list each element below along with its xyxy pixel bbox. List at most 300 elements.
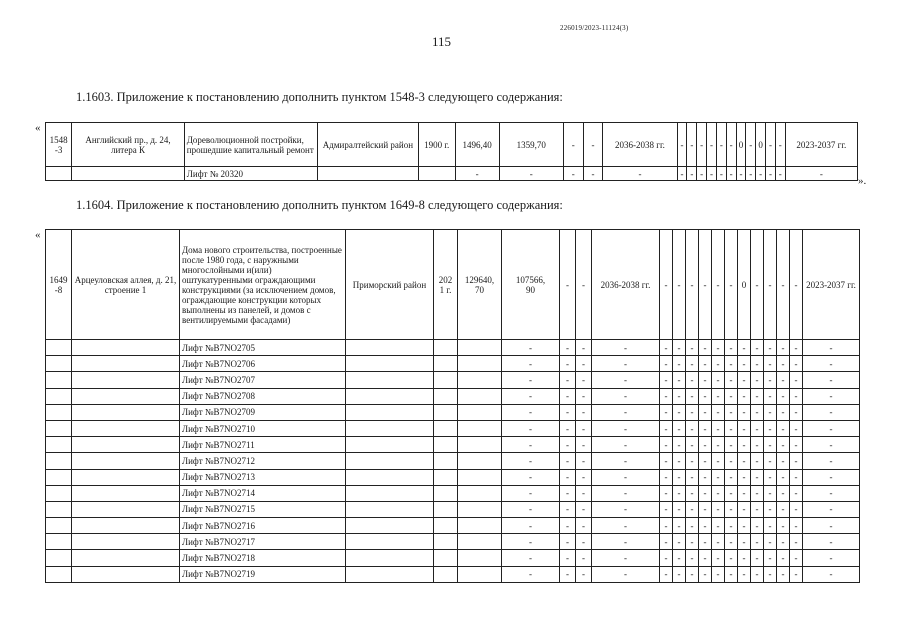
- table-cell: -: [686, 550, 699, 566]
- table-cell: [434, 340, 458, 356]
- table-cell: [46, 485, 72, 501]
- table-cell: -: [803, 485, 860, 501]
- lift-name-cell: Лифт №В7NO2717: [180, 534, 346, 550]
- table-cell: -: [560, 372, 576, 388]
- table-cell: -: [455, 167, 499, 181]
- table-cell: 0: [738, 230, 751, 340]
- table-cell: -: [725, 485, 738, 501]
- document-number: 226019/2023-11124(3): [560, 24, 629, 32]
- table-cell: -: [660, 356, 673, 372]
- table-cell: -: [803, 518, 860, 534]
- table-cell: -: [677, 123, 687, 167]
- table-cell: -: [686, 340, 699, 356]
- table-cell: -: [686, 534, 699, 550]
- table-cell: -: [592, 469, 660, 485]
- table-cell: [458, 372, 502, 388]
- table-cell: -: [764, 501, 777, 517]
- table-cell: -: [707, 167, 717, 181]
- table-cell: -: [712, 469, 725, 485]
- table-cell: [458, 534, 502, 550]
- table-cell: -: [736, 167, 746, 181]
- table-cell: [434, 420, 458, 436]
- table-cell: -: [738, 340, 751, 356]
- table-cell: [46, 566, 72, 582]
- table-cell: -: [712, 485, 725, 501]
- table-cell: -: [777, 550, 790, 566]
- table-row: [46, 388, 860, 404]
- table-cell: [72, 518, 180, 534]
- table-cell: -: [790, 372, 803, 388]
- table-cell: [72, 356, 180, 372]
- table-cell: -: [803, 372, 860, 388]
- table-cell: 202 1 г.: [434, 230, 458, 340]
- table-cell: -: [764, 534, 777, 550]
- table-cell: -: [560, 550, 576, 566]
- table-cell: 1900 г.: [418, 123, 455, 167]
- table-cell: -: [660, 518, 673, 534]
- table-cell: -: [576, 518, 592, 534]
- table-cell: -: [738, 388, 751, 404]
- table-cell: [458, 420, 502, 436]
- table-cell: -: [790, 420, 803, 436]
- table-cell: -: [699, 437, 712, 453]
- table-cell: -: [660, 453, 673, 469]
- table-cell: -: [592, 340, 660, 356]
- table-cell: -: [502, 420, 560, 436]
- table-row: [46, 230, 860, 340]
- table-cell: -: [777, 404, 790, 420]
- table-cell: [434, 566, 458, 582]
- table-cell: -: [725, 518, 738, 534]
- table-cell: -: [738, 356, 751, 372]
- table-cell: -: [803, 550, 860, 566]
- table-cell: [458, 550, 502, 566]
- table-cell: -: [738, 534, 751, 550]
- table-cell: -: [751, 404, 764, 420]
- table-cell: 0: [736, 123, 746, 167]
- table-cell: -: [660, 388, 673, 404]
- lift-name-cell: Лифт №В7NO2711: [180, 437, 346, 453]
- table-cell: -: [502, 404, 560, 420]
- table-cell: [458, 437, 502, 453]
- table-row: [46, 404, 860, 420]
- lift-name-cell: Лифт №В7NO2708: [180, 388, 346, 404]
- table-cell: -: [764, 388, 777, 404]
- table-cell: -: [725, 404, 738, 420]
- table-cell: -: [686, 437, 699, 453]
- table-cell: Дореволюционной постройки, прошедшие капитальный ремонт: [184, 123, 317, 167]
- table-cell: -: [764, 230, 777, 340]
- table-cell: [72, 550, 180, 566]
- table-cell: -: [738, 485, 751, 501]
- table-cell: -: [673, 469, 686, 485]
- table-cell: -: [777, 437, 790, 453]
- table-cell: -: [563, 167, 583, 181]
- table-cell: -: [687, 167, 697, 181]
- table-cell: -: [502, 340, 560, 356]
- table-cell: -: [502, 501, 560, 517]
- table-cell: -: [751, 437, 764, 453]
- table-cell: -: [673, 437, 686, 453]
- table-cell: 2036-2038 гг.: [592, 230, 660, 340]
- table-cell: -: [764, 566, 777, 582]
- table-cell: Дома нового строительства, построенные после 1980 года, с наружными многослойными и(или) оштукатуренными ограждающими конструкциями (за исключением домов, ограждающие конструкции которых выполнены из панелей, и домов с вентилируемыми фасадами): [180, 230, 346, 340]
- table-cell: -: [660, 340, 673, 356]
- table-cell: -: [777, 566, 790, 582]
- table-cell: -: [803, 534, 860, 550]
- table-cell: [434, 485, 458, 501]
- table-cell: [46, 372, 72, 388]
- table-row: [46, 566, 860, 582]
- table-cell: 1359,70: [499, 123, 563, 167]
- table-row: [46, 518, 860, 534]
- table-cell: -: [699, 485, 712, 501]
- table-cell: -: [502, 518, 560, 534]
- table-cell: -: [803, 566, 860, 582]
- lift-name-cell: Лифт №В7NO2713: [180, 469, 346, 485]
- table-cell: -: [592, 534, 660, 550]
- table-cell: -: [764, 340, 777, 356]
- table-cell: -: [751, 550, 764, 566]
- table-cell: [434, 404, 458, 420]
- table-cell: -: [699, 550, 712, 566]
- table-cell: -: [592, 550, 660, 566]
- table-cell: -: [726, 123, 736, 167]
- table-cell: -: [716, 167, 726, 181]
- table-cell: -: [751, 518, 764, 534]
- table-cell: [46, 453, 72, 469]
- table-cell: -: [686, 356, 699, 372]
- table-cell: [458, 453, 502, 469]
- table-cell: -: [725, 566, 738, 582]
- lift-name-cell: Лифт №В7NO2718: [180, 550, 346, 566]
- table-cell: -: [746, 167, 756, 181]
- table-cell: -: [686, 388, 699, 404]
- table-cell: -: [592, 356, 660, 372]
- table-cell: -: [764, 550, 777, 566]
- table-cell: -: [583, 167, 603, 181]
- table-cell: -: [592, 566, 660, 582]
- table-cell: -: [775, 167, 785, 181]
- table-cell: -: [803, 453, 860, 469]
- table-cell: -: [560, 453, 576, 469]
- table-cell: -: [725, 550, 738, 566]
- table-cell: [434, 453, 458, 469]
- lift-name-cell: Лифт №В7NO2714: [180, 485, 346, 501]
- table-cell: [72, 566, 180, 582]
- table-row: [46, 340, 860, 356]
- table-cell: -: [738, 420, 751, 436]
- table-cell: -: [673, 534, 686, 550]
- table-cell: 1548 -3: [46, 123, 72, 167]
- table-cell: -: [712, 453, 725, 469]
- table-cell: -: [576, 372, 592, 388]
- table-cell: [458, 469, 502, 485]
- table-cell: -: [803, 437, 860, 453]
- table-cell: -: [790, 534, 803, 550]
- table-cell: -: [738, 469, 751, 485]
- table-cell: -: [725, 230, 738, 340]
- table-cell: -: [699, 420, 712, 436]
- table-cell: Адмиралтейский район: [318, 123, 419, 167]
- table-cell: -: [502, 453, 560, 469]
- table-cell: -: [764, 420, 777, 436]
- lift-name-cell: Лифт №В7NO2712: [180, 453, 346, 469]
- table-cell: -: [576, 566, 592, 582]
- table-cell: [72, 469, 180, 485]
- table-row: [46, 469, 860, 485]
- table-cell: -: [764, 469, 777, 485]
- table-cell: [72, 420, 180, 436]
- table-cell: -: [699, 518, 712, 534]
- table-cell: -: [790, 518, 803, 534]
- table-cell: -: [686, 518, 699, 534]
- table-cell: -: [790, 404, 803, 420]
- table-cell: -: [502, 372, 560, 388]
- table-cell: -: [712, 534, 725, 550]
- table-cell: [46, 437, 72, 453]
- table-cell: -: [725, 388, 738, 404]
- table-cell: 1649 -8: [46, 230, 72, 340]
- table-cell: -: [738, 550, 751, 566]
- table-cell: -: [712, 372, 725, 388]
- table-row: [46, 485, 860, 501]
- table-cell: -: [699, 501, 712, 517]
- table-cell: -: [766, 123, 776, 167]
- table-cell: -: [777, 340, 790, 356]
- table-cell: -: [560, 518, 576, 534]
- table-cell: -: [725, 340, 738, 356]
- table-cell: -: [803, 501, 860, 517]
- table-cell: [46, 518, 72, 534]
- table-cell: -: [777, 485, 790, 501]
- table-cell: [434, 534, 458, 550]
- lift-name-cell: Лифт №В7NO2710: [180, 420, 346, 436]
- table-cell: -: [790, 485, 803, 501]
- table-cell: -: [673, 485, 686, 501]
- table-cell: [434, 372, 458, 388]
- lift-name-cell: Лифт №В7NO2716: [180, 518, 346, 534]
- table-cell: -: [502, 356, 560, 372]
- table-cell: -: [712, 437, 725, 453]
- table-cell: -: [686, 420, 699, 436]
- table-cell: -: [560, 420, 576, 436]
- table-cell: [346, 469, 434, 485]
- table-cell: [46, 501, 72, 517]
- table-cell: -: [502, 534, 560, 550]
- table-cell: -: [686, 453, 699, 469]
- table-cell: -: [699, 534, 712, 550]
- table-cell: -: [560, 340, 576, 356]
- table-cell: -: [576, 453, 592, 469]
- table-cell: -: [592, 372, 660, 388]
- table-cell: -: [576, 534, 592, 550]
- table-cell: -: [803, 404, 860, 420]
- table-row: [46, 420, 860, 436]
- table-cell: [434, 550, 458, 566]
- table-cell: -: [576, 501, 592, 517]
- table-cell: -: [560, 404, 576, 420]
- table-cell: -: [764, 485, 777, 501]
- table-cell: -: [560, 501, 576, 517]
- table-cell: -: [751, 388, 764, 404]
- table-cell: -: [751, 485, 764, 501]
- table-cell: -: [764, 356, 777, 372]
- table-cell: -: [673, 518, 686, 534]
- table-cell: -: [751, 356, 764, 372]
- table-cell: -: [660, 420, 673, 436]
- table-cell: -: [673, 340, 686, 356]
- table-cell: [458, 501, 502, 517]
- table-cell: -: [686, 469, 699, 485]
- table-cell: [418, 167, 455, 181]
- table-cell: -: [751, 566, 764, 582]
- table-cell: -: [673, 550, 686, 566]
- table-cell: -: [502, 485, 560, 501]
- table-cell: -: [560, 485, 576, 501]
- table-cell: -: [592, 518, 660, 534]
- table-cell: -: [725, 501, 738, 517]
- table-cell: Арцеуловская аллея, д. 21, строение 1: [72, 230, 180, 340]
- table-cell: -: [592, 453, 660, 469]
- section-heading-1603: 1.1603. Приложение к постановлению дополнить пунктом 1548-3 следующего содержания:: [76, 90, 563, 104]
- table-cell: -: [576, 230, 592, 340]
- table-cell: -: [712, 501, 725, 517]
- section-heading-1604: 1.1604. Приложение к постановлению дополнить пунктом 1649-8 следующего содержания:: [76, 198, 563, 212]
- table-cell: [72, 340, 180, 356]
- opening-quote: «: [35, 229, 41, 241]
- table-cell: -: [576, 388, 592, 404]
- table-cell: -: [738, 453, 751, 469]
- table-cell: [46, 469, 72, 485]
- table-cell: -: [592, 485, 660, 501]
- table-cell: -: [766, 167, 776, 181]
- table-cell: -: [712, 404, 725, 420]
- table-row: [46, 437, 860, 453]
- table-cell: -: [756, 167, 766, 181]
- page-number: 115: [432, 34, 452, 49]
- table-cell: -: [576, 356, 592, 372]
- table-cell: Английский пр., д. 24, литера К: [72, 123, 185, 167]
- table-cell: [346, 550, 434, 566]
- table-cell: 2023-2037 гг.: [785, 123, 857, 167]
- table-cell: -: [751, 230, 764, 340]
- table-cell: -: [712, 340, 725, 356]
- table-cell: -: [592, 501, 660, 517]
- table-cell: -: [803, 388, 860, 404]
- table-cell: [46, 420, 72, 436]
- table-cell: -: [777, 469, 790, 485]
- table-cell: -: [725, 356, 738, 372]
- table-cell: [72, 372, 180, 388]
- table-cell: -: [699, 230, 712, 340]
- table-cell: -: [751, 372, 764, 388]
- table-cell: [346, 356, 434, 372]
- table-cell: -: [777, 356, 790, 372]
- table-cell: [346, 501, 434, 517]
- table-cell: -: [576, 340, 592, 356]
- table-cell: -: [751, 534, 764, 550]
- table-cell: -: [576, 550, 592, 566]
- table-cell: [346, 453, 434, 469]
- table-cell: -: [660, 437, 673, 453]
- table-cell: 0: [756, 123, 766, 167]
- table-item-1548-3: [45, 122, 858, 181]
- table-cell: -: [764, 453, 777, 469]
- lift-name-cell: Лифт №В7NO2709: [180, 404, 346, 420]
- table-cell: -: [777, 501, 790, 517]
- table-cell: -: [660, 485, 673, 501]
- table-cell: -: [673, 230, 686, 340]
- table-cell: -: [592, 420, 660, 436]
- table-cell: 2023-2037 гг.: [803, 230, 860, 340]
- table-cell: -: [716, 123, 726, 167]
- table-cell: -: [673, 388, 686, 404]
- table-cell: [434, 518, 458, 534]
- table-cell: [346, 534, 434, 550]
- table-cell: -: [660, 230, 673, 340]
- table-cell: [46, 550, 72, 566]
- table-row: [46, 123, 858, 167]
- table-cell: -: [777, 534, 790, 550]
- table-cell: -: [697, 167, 707, 181]
- table-cell: [458, 340, 502, 356]
- table-cell: -: [686, 230, 699, 340]
- table-cell: -: [725, 437, 738, 453]
- table-cell: -: [699, 340, 712, 356]
- lift-name-cell: Лифт №В7NO2707: [180, 372, 346, 388]
- table-cell: [434, 388, 458, 404]
- table-cell: -: [726, 167, 736, 181]
- table-row: [46, 167, 858, 181]
- table-cell: -: [660, 404, 673, 420]
- table-cell: -: [790, 356, 803, 372]
- table-cell: -: [725, 453, 738, 469]
- lift-name-cell: Лифт №В7NO2705: [180, 340, 346, 356]
- table-cell: -: [738, 372, 751, 388]
- table-cell: [458, 518, 502, 534]
- table-cell: -: [560, 356, 576, 372]
- table-cell: -: [790, 566, 803, 582]
- table-cell: -: [777, 518, 790, 534]
- table-cell: -: [563, 123, 583, 167]
- table-cell: -: [803, 469, 860, 485]
- table-cell: -: [777, 372, 790, 388]
- table-cell: 107566, 90: [502, 230, 560, 340]
- table-cell: -: [712, 230, 725, 340]
- table-cell: -: [712, 420, 725, 436]
- table-cell: -: [725, 534, 738, 550]
- table-cell: -: [592, 437, 660, 453]
- table-cell: [72, 388, 180, 404]
- table-cell: [346, 388, 434, 404]
- table-cell: -: [686, 566, 699, 582]
- table-cell: -: [687, 123, 697, 167]
- table-cell: -: [660, 501, 673, 517]
- table-cell: -: [686, 372, 699, 388]
- table-cell: -: [777, 388, 790, 404]
- table-cell: -: [673, 404, 686, 420]
- table-row: [46, 356, 860, 372]
- table-cell: -: [738, 404, 751, 420]
- table-cell: [346, 420, 434, 436]
- table-cell: [346, 485, 434, 501]
- table-cell: -: [738, 437, 751, 453]
- table-cell: -: [560, 437, 576, 453]
- table-cell: -: [502, 388, 560, 404]
- table-cell: -: [576, 420, 592, 436]
- table-cell: -: [499, 167, 563, 181]
